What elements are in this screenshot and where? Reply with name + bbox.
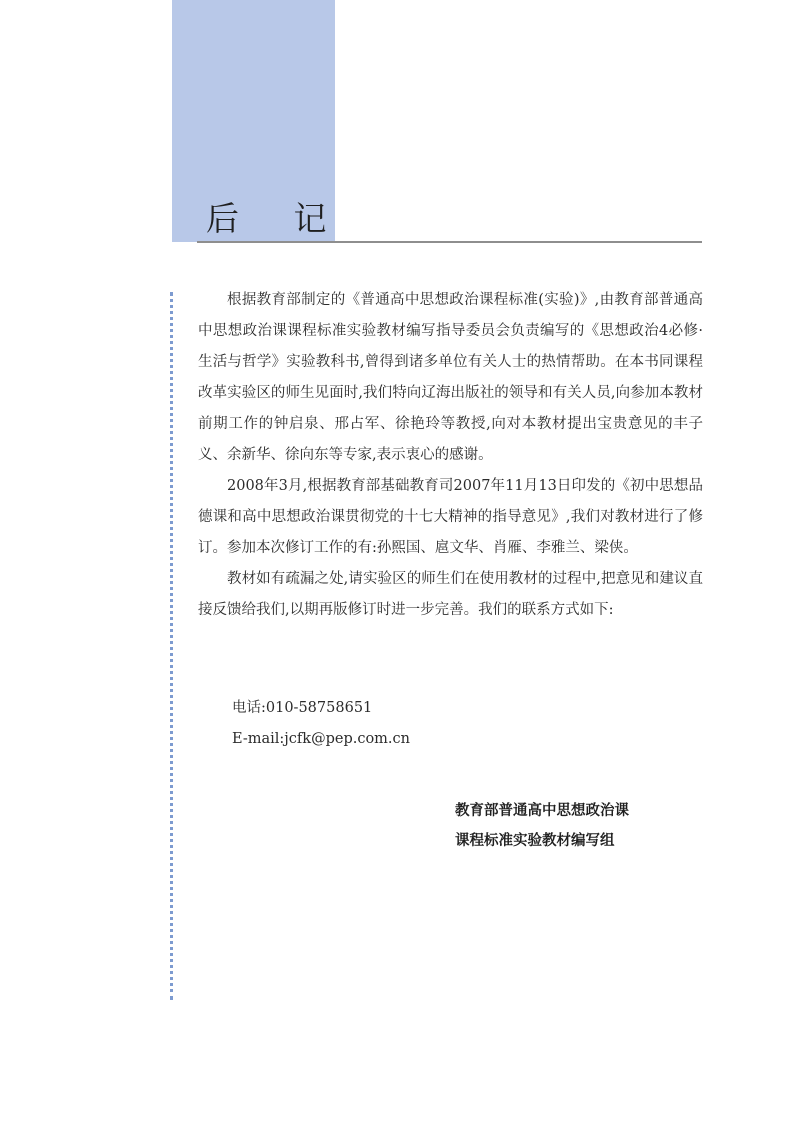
body-text [198,285,703,626]
signature-line-1: 教育部普通高中思想政治课 [455,802,629,819]
paragraph-acknowledgements: 根据教育部制定的《普通高中思想政治课程标准(实验)》,由教育部普通高中思想政治课课程标准实验教材编写指导委员会负责编写的《思想政治4必修·生活与哲学》实验教科书,曾得到诸多单位有关人士的热情帮助。在本书同课程改革实验区的师生见面时,我们特向辽海出版社的领导和有关人员,向参加本教材前期工作的钟启泉、邢占军、徐艳玲等教授,向对本教材提出宝贵意见的丰子义、余新华、徐向东等专家,表示衷心的感谢。 [198,292,703,463]
title-underline [197,241,702,243]
contact-phone: 电话:010-58758651 [232,700,373,716]
signature [455,796,629,856]
page-title: 后 记 [206,199,349,238]
signature-line-2: 课程标准实验教材编写组 [455,832,615,849]
dotted-margin-rule [170,292,173,1000]
contact-info [232,693,410,755]
paragraph-feedback: 教材如有疏漏之处,请实验区的师生们在使用教材的过程中,把意见和建议直接反馈给我们,以期再版修订时进一步完善。我们的联系方式如下: [198,571,703,618]
contact-email: E-mail:jcfk@pep.com.cn [232,731,411,747]
paragraph-revision: 2008年3月,根据教育部基础教育司2007年11月13日印发的《初中思想品德课和高中思想政治课贯彻党的十七大精神的指导意见》,我们对教材进行了修订。参加本次修订工作的有:孙熙国、扈文华、肖雁、李雅兰、梁侠。 [198,478,703,556]
